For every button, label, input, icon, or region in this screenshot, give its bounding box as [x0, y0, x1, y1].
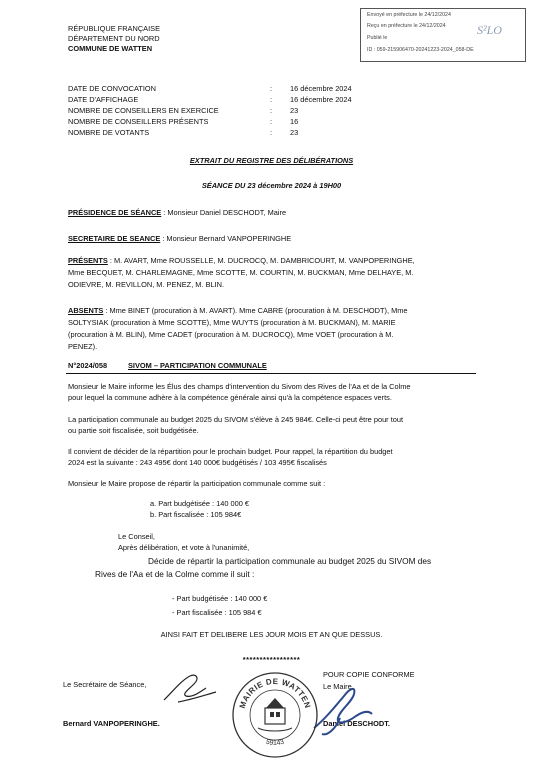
deliberation-subject: SIVOM – PARTICIPATION COMMUNALE	[128, 361, 267, 370]
dash-item: - Part fiscalisée : 105 984 €	[172, 608, 262, 617]
copie-conforme: POUR COPIE CONFORME	[323, 670, 415, 679]
info-value: 16	[290, 117, 299, 126]
decide-line: Décide de répartir la participation communale au budget 2025 du SIVOM des	[148, 556, 432, 566]
absents-line: PENEZ).	[68, 342, 98, 351]
header-departement: DÉPARTEMENT DU NORD	[68, 34, 160, 43]
info-colon: :	[270, 106, 273, 115]
list-item: b. Part fiscalisée : 105 984€	[150, 510, 242, 519]
info-colon: :	[270, 95, 273, 104]
absents-text: : Mme BINET (procuration à M. AVART). Mme CABRE (procuration à M. DESCHODT), Mme	[103, 306, 408, 315]
presents-line: ODIEVRE, M. REVILLON, M. PENEZ, M. BLIN.	[68, 280, 225, 289]
presidence-text: : Monsieur Daniel DESCHODT, Maire	[161, 208, 287, 217]
body-line: Monsieur le Maire propose de répartir la participation communale comme suit :	[68, 479, 326, 488]
stars-divider: *****************	[242, 655, 301, 664]
register-title: EXTRAIT DU REGISTRE DES DÉLIBÉRATIONS	[189, 156, 354, 165]
info-label: NOMBRE DE CONSEILLERS EN EXERCICE	[68, 106, 219, 115]
info-colon: :	[270, 117, 273, 126]
presents-line	[68, 256, 415, 266]
info-value: 23	[290, 106, 299, 115]
seal-emblem	[258, 698, 292, 731]
decide-line: Rives de l'Aa et de la Colme comme il suit :	[95, 569, 255, 579]
stamp-published: Publié le	[367, 35, 388, 41]
body-line: La participation communale au budget 2025 du SIVOM s'élève à 245 984€. Celle-ci peut être pour tout	[68, 415, 404, 424]
stamp-sent: Envoyé en préfecture le 24/12/2024	[367, 12, 451, 18]
dash-item: - Part budgétisée : 140 000 €	[172, 594, 268, 603]
stamp-id: ID : 059-215906470-20241223-2024_058-DE	[367, 47, 474, 53]
info-value: 23	[290, 128, 299, 137]
heading-divider	[66, 373, 476, 374]
body-line: ou partie soit fiscalisée, soit budgétisée.	[68, 426, 199, 435]
info-label: NOMBRE DE CONSEILLERS PRÉSENTS	[68, 117, 209, 126]
ainsi-line: AINSI FAIT ET DELIBERE LES JOUR MOIS ET AN QUE DESSUS.	[160, 630, 383, 639]
stamp-received: Reçu en préfecture le 24/12/2024	[367, 23, 446, 29]
seance-title: SÉANCE DU 23 décembre 2024 à 19H00	[201, 181, 342, 190]
conseil-line: Le Conseil,	[118, 532, 155, 541]
secretaire-label: SECRETAIRE DE SEANCE	[68, 234, 161, 243]
secretaire-line	[68, 234, 291, 244]
header-commune: COMMUNE DE WATTEN	[68, 44, 153, 53]
info-label: NOMBRE DE VOTANTS	[68, 128, 150, 137]
body-line: Il convient de décider de la répartition pour le prochain budget. Pour rappel, la répartition du budget	[68, 447, 393, 456]
info-label: DATE DE CONVOCATION	[68, 84, 157, 93]
presents-label: PRÉSENTS	[68, 256, 108, 265]
slo-logo: S²LO	[477, 23, 502, 37]
list-item: a. Part budgétisée : 140 000 €	[150, 499, 250, 508]
prefecture-stamp	[360, 8, 526, 62]
svg-text:59143	[265, 739, 285, 747]
absents-label: ABSENTS	[68, 306, 104, 315]
presidence-line	[68, 208, 286, 218]
mairie-seal	[230, 670, 320, 760]
info-label: DATE D'AFFICHAGE	[68, 95, 139, 104]
absents-line	[68, 306, 408, 316]
deliberation-number: N°2024/058	[68, 361, 108, 370]
seal-bottom-text: 59143	[264, 738, 286, 747]
maire-name: Daniel DESCHODT.	[323, 719, 390, 728]
secretaire-name: Bernard VANPOPERINGHE.	[63, 719, 160, 728]
secretaire-signature	[160, 670, 220, 706]
body-line: 2024 est la suivante : 243 495€ dont 140 000€ budgétisés / 103 495€ fiscalisés	[68, 458, 327, 467]
info-colon: :	[270, 128, 273, 137]
conseil-line: Après délibération, et vote à l'unanimité,	[118, 543, 250, 552]
info-value: 16 décembre 2024	[290, 84, 352, 93]
header-republique: RÉPUBLIQUE FRANÇAISE	[68, 24, 160, 33]
presidence-label: PRÉSIDENCE DE SÉANCE	[68, 208, 162, 217]
absents-line: (procuration à M. BLIN), Mme CADET (procuration à M. DUCROCQ), Mme VOET (procuration à M.	[68, 330, 394, 339]
presents-line: Mme BECQUET, M. CHARLEMAGNE, Mme SCOTTE, M. COURTIN, M. BUCKMAN, Mme DELHAYE, M.	[68, 268, 414, 277]
seal-top-text: MAIRIE DE WATTEN	[237, 676, 313, 710]
absents-line: SOLTYSIAK (procuration à Mme SCOTTE), Mme WUYTS (procuration à M. BUCKMAN), M. MARIE	[68, 318, 396, 327]
info-value: 16 décembre 2024	[290, 95, 352, 104]
maire-title: Le Maire,	[323, 682, 354, 691]
secretaire-text: : Monsieur Bernard VANPOPERINGHE	[160, 234, 292, 243]
secretaire-signature-title: Le Secrétaire de Séance,	[63, 680, 147, 689]
body-line: pour lequel la commune adhère à la compétence générale ainsi qu'à la compétence espaces verts.	[68, 393, 392, 402]
body-line: Monsieur le Maire informe les Élus des champs d'intervention du Sivom des Rives de l'Aa et de la Colme	[68, 382, 411, 391]
info-colon: :	[270, 84, 273, 93]
presents-text: : M. AVART, Mme ROUSSELLE, M. DUCROCQ, M. DAMBRICOURT, M. VANPOPERINGHE,	[107, 256, 415, 265]
